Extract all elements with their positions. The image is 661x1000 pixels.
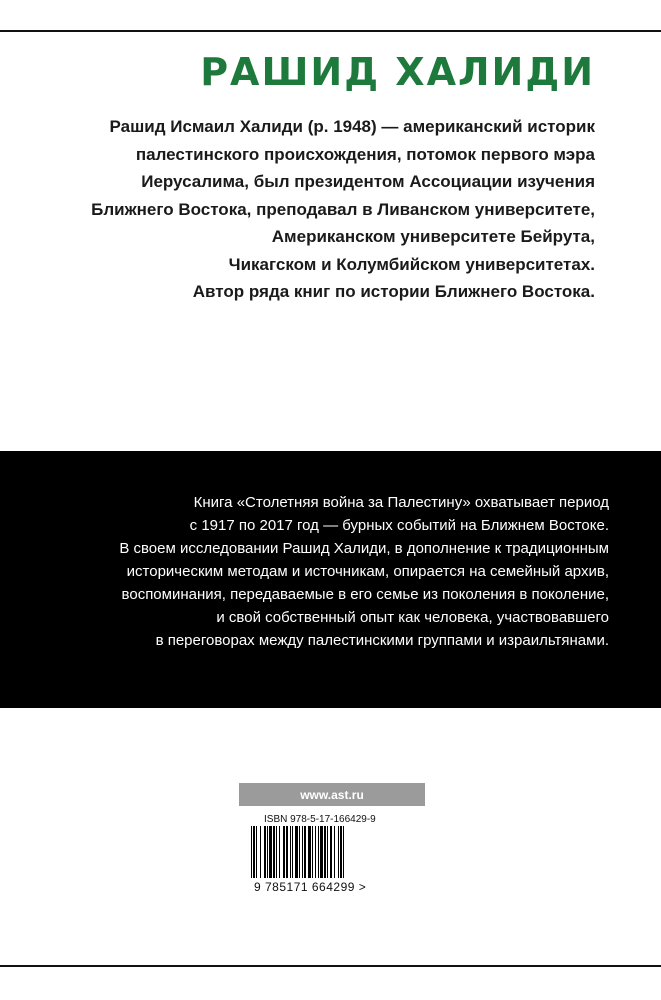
description-line: и свой собственный опыт как человека, участвовавшего — [216, 609, 609, 626]
isbn-label: ISBN 978-5-17-166429-9 — [264, 814, 376, 825]
barcode — [251, 826, 421, 878]
author-name: РАШИД ХАЛИДИ — [200, 50, 595, 94]
bio-line: Ближнего Востока, преподавал в Ливанском университете, — [91, 199, 595, 219]
bio-line: Американском университете Бейрута, — [271, 227, 595, 246]
bio-line: Рашид Исмаил Халиди (р. 1948) — американский историк — [109, 117, 595, 136]
bottom-rule — [0, 965, 661, 967]
barcode-digits: 9 785171 664299 > — [254, 880, 367, 894]
description-line: в переговорах между палестинскими группами и израильтянами. — [155, 632, 609, 649]
description-line: Книга «Столетняя война за Палестину» охватывает период — [193, 494, 609, 511]
bio-line: Иерусалима, был президентом Ассоциации изучения — [141, 172, 595, 191]
publisher-site: www.ast.ru — [239, 783, 425, 806]
author-bio — [75, 113, 595, 306]
description-line: воспоминания, передаваемые в его семье из поколения в поколение, — [121, 586, 609, 603]
bio-line: палестинского происхождения, потомок первого мэра — [135, 144, 595, 164]
bio-line: Автор ряда книг по истории Ближнего Востока. — [192, 282, 595, 301]
barcode-bar — [344, 826, 346, 878]
book-description — [49, 491, 609, 652]
description-line: В своем исследовании Рашид Халиди, в дополнение к традиционным — [119, 540, 609, 557]
bio-line: Чикагском и Колумбийском университетах. — [228, 254, 595, 274]
description-panel — [0, 451, 661, 708]
description-line: с 1917 по 2017 год — бурных событий на Ближнем Востоке. — [189, 517, 609, 534]
description-line: историческим методам и источникам, опирается на семейный архив, — [126, 563, 609, 580]
top-rule — [0, 30, 661, 32]
